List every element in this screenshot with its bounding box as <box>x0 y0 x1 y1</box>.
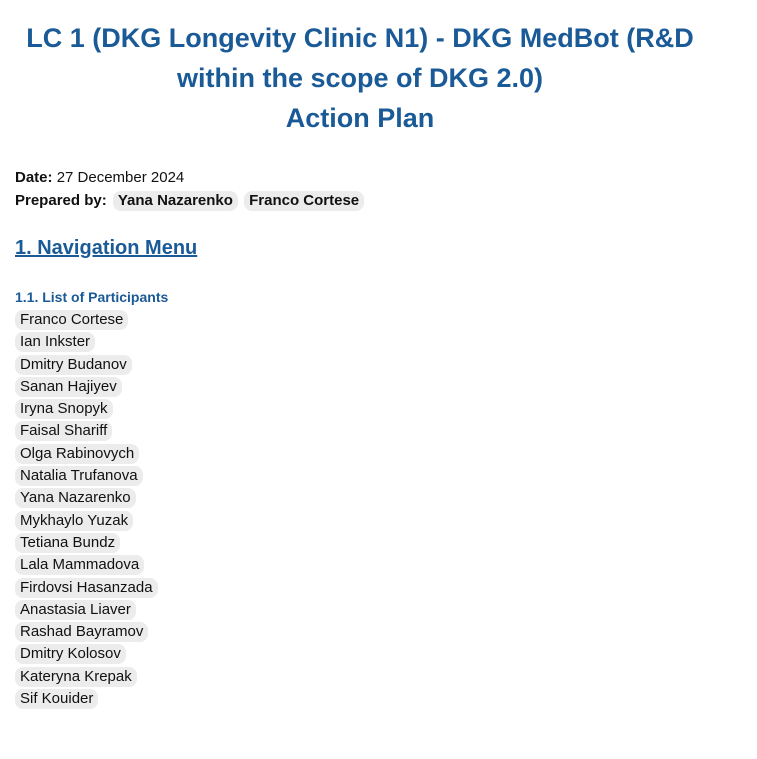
person-chip[interactable]: Kateryna Krepak <box>15 667 137 687</box>
list-item <box>15 599 742 621</box>
person-chip[interactable]: Lala Mammadova <box>15 555 144 575</box>
person-chip[interactable]: Sif Kouider <box>15 689 98 709</box>
date-row <box>15 166 742 189</box>
person-chip[interactable]: Tetiana Bundz <box>15 533 120 553</box>
date-value: 27 December 2024 <box>56 169 185 186</box>
list-item <box>15 621 742 643</box>
section-heading-navigation-menu[interactable]: 1. Navigation Menu <box>15 237 198 259</box>
prepared-by-row <box>15 189 742 212</box>
title-line-3: Action Plan <box>285 103 435 133</box>
person-chip[interactable]: Faisal Shariff <box>15 421 112 441</box>
list-item <box>15 376 742 398</box>
list-item <box>15 487 742 509</box>
list-item <box>15 577 742 599</box>
title-line-2: within the scope of DKG 2.0) <box>176 63 544 93</box>
list-item <box>15 398 742 420</box>
participants-list <box>15 309 742 710</box>
date-label: Date: <box>15 169 53 186</box>
person-chip[interactable]: Yana Nazarenko <box>15 488 136 508</box>
list-item <box>15 532 742 554</box>
document-meta <box>15 166 742 212</box>
person-chip[interactable]: Mykhaylo Yuzak <box>15 511 133 531</box>
person-chip[interactable]: Franco Cortese <box>244 191 364 211</box>
person-chip[interactable]: Dmitry Kolosov <box>15 644 126 664</box>
subsection-heading-participants: 1.1. List of Participants <box>15 289 169 305</box>
list-item <box>15 465 742 487</box>
list-item <box>15 354 742 376</box>
person-chip[interactable]: Iryna Snopyk <box>15 399 113 419</box>
list-item <box>15 643 742 665</box>
list-item <box>15 510 742 532</box>
person-chip[interactable]: Dmitry Budanov <box>15 355 132 375</box>
prepared-by-label: Prepared by: <box>15 192 107 209</box>
person-chip[interactable]: Franco Cortese <box>15 310 128 330</box>
page-title <box>15 0 705 138</box>
list-item <box>15 420 742 442</box>
person-chip[interactable]: Ian Inkster <box>15 332 95 352</box>
person-chip[interactable]: Sanan Hajiyev <box>15 377 122 397</box>
list-item <box>15 666 742 688</box>
list-item <box>15 309 742 331</box>
title-line-1: LC 1 (DKG Longevity Clinic N1) - DKG MedBot (R&D <box>26 23 694 53</box>
list-item <box>15 554 742 576</box>
person-chip[interactable]: Anastasia Liaver <box>15 600 136 620</box>
person-chip[interactable]: Yana Nazarenko <box>113 191 238 211</box>
list-item <box>15 688 742 710</box>
person-chip[interactable]: Olga Rabinovych <box>15 444 139 464</box>
person-chip[interactable]: Firdovsi Hasanzada <box>15 578 158 598</box>
person-chip[interactable]: Natalia Trufanova <box>15 466 143 486</box>
list-item <box>15 443 742 465</box>
list-item <box>15 331 742 353</box>
person-chip[interactable]: Rashad Bayramov <box>15 622 148 642</box>
